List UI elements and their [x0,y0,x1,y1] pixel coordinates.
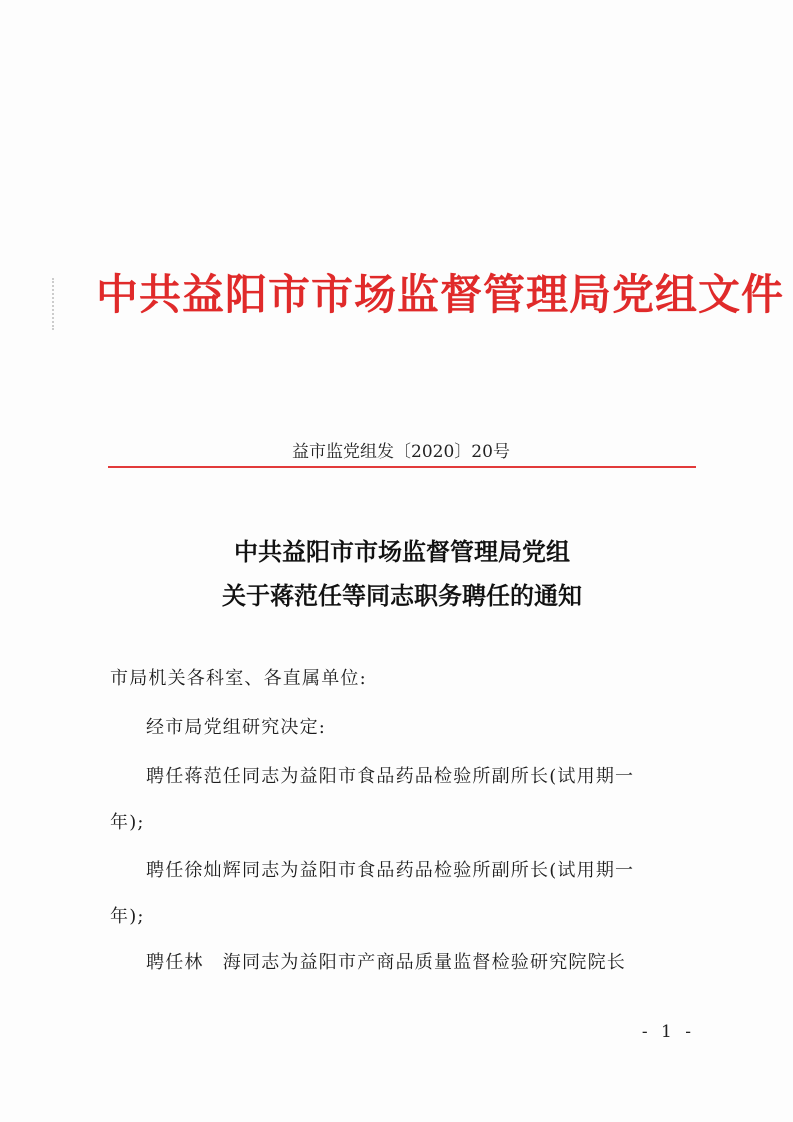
red-masthead: 中共益阳市市场监督管理局党组文件 [96,270,785,319]
intro-paragraph: 经市局党组研究决定: [146,717,327,738]
appointment-item-2: 聘任徐灿辉同志为益阳市食品药品检验所副所长(试用期一 [146,860,635,881]
document-title-line-1: 中共益阳市市场监督管理局党组 [234,538,570,566]
appointment-item-2-continued: 年); [110,906,145,927]
addressee: 市局机关各科室、各直属单位: [110,668,367,689]
document-title-line-2: 关于蒋范任等同志职务聘任的通知 [222,582,582,610]
appointment-item-1-continued: 年); [110,812,145,833]
page-number: - 1 - [641,1022,695,1042]
document-number: 益市监党组发〔2020〕20号 [292,442,510,462]
appointment-item-1: 聘任蒋范任同志为益阳市食品药品检验所副所长(试用期一 [146,766,635,787]
appointment-item-3: 聘任林 海同志为益阳市产商品质量监督检验研究院院长 [146,952,626,973]
scan-binding-mark [52,278,58,330]
red-separator-line [108,466,696,468]
